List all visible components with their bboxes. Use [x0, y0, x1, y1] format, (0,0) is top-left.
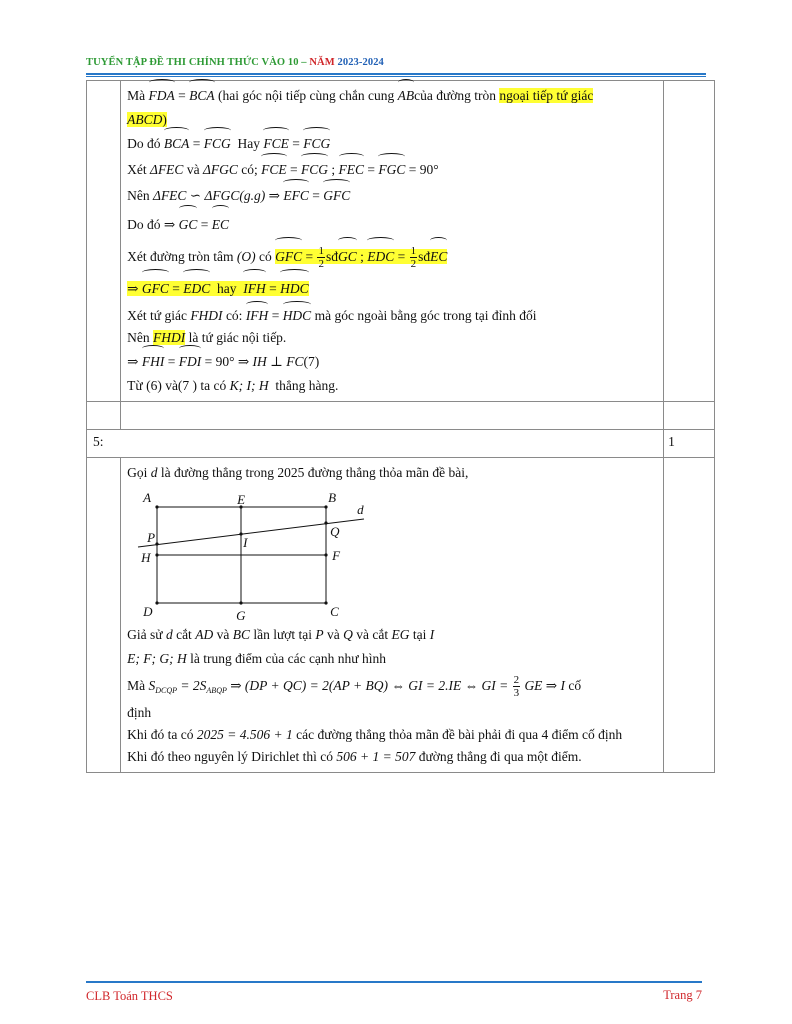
highlight: ngoại tiếp tứ giác: [499, 88, 594, 103]
label-b: B: [328, 490, 337, 505]
sol4-line-8: [127, 273, 657, 305]
header-part2: NĂM: [309, 57, 335, 68]
index-cell: [87, 81, 121, 402]
sol4-line-9: Xét tứ giác FHDI có: IFH = HDC mà góc ngoài bằng góc trong tại đỉnh đối: [127, 305, 657, 327]
question-5-content: [121, 458, 664, 773]
table-row: [87, 81, 715, 402]
table-row: [87, 458, 715, 773]
rectangle-figure: [131, 490, 391, 623]
footer-club: CLB Toán THCS: [86, 989, 173, 1003]
sol4-line-2: ABCD): [127, 112, 167, 127]
sol4-line-12: Từ (6) và(7 ) ta có K; I; H thẳng hàng.: [127, 378, 339, 393]
label-h: H: [141, 550, 151, 565]
label-f: F: [332, 548, 341, 563]
sol4-line-4: Xét ΔFEC và ΔFGC có; FCE = FCG ; FEC = FGC = 90°: [127, 157, 657, 183]
point-c: [325, 601, 328, 604]
label-e: E: [237, 492, 246, 507]
sol4-line-7: Xét đường tròn tâm (O) có GFC = $\frac{1}{2}$ sđGC ; EDC = $\frac{1}{2}$ sđEC: [127, 241, 657, 273]
score-cell: [664, 81, 715, 402]
figure-svg: [131, 490, 391, 620]
sol4-line-3: Do đó BCA = FCG Hay FCE = FCG: [127, 131, 657, 157]
sol4-line-5: Nên ΔFEC ∽ ΔFGC(g.g) ⇒ EFC = GFC: [127, 183, 657, 209]
header-rule-thin: [86, 76, 706, 77]
header-title: [86, 57, 384, 68]
label-d: D: [143, 604, 153, 619]
sol4-line-1: Mà FDA = BCA (hai góc nội tiếp cùng chắn cung ABcủa đường tròn ngoại tiếp tứ giác: [127, 83, 657, 109]
sol4-line-10: Nên FHDI là tứ giác nội tiếp.: [127, 330, 287, 345]
label-d-line: d: [357, 502, 364, 517]
point-p: [156, 542, 159, 545]
point-d: [156, 601, 159, 604]
q5-intro: Gọi d là đường thẳng trong 2025 đường thẳng thỏa mãn đề bài,: [127, 465, 469, 480]
point-a: [156, 505, 159, 508]
solution-table: [86, 80, 715, 773]
highlight: FHDI: [153, 330, 186, 345]
label-g: G: [236, 608, 246, 623]
footer-page-number: Trang 7: [663, 988, 702, 1002]
footer-rule: [86, 981, 702, 983]
question-5-score: 1: [664, 430, 715, 458]
point-h: [156, 553, 159, 556]
header-part1: TUYỂN TẬP ĐỀ THI CHÍNH THỨC VÀO 10 –: [86, 57, 307, 68]
q5-line-4: định: [127, 705, 152, 720]
header-part3: 2023-2024: [337, 57, 384, 68]
table-row: [87, 430, 715, 458]
label-q: Q: [330, 524, 340, 539]
q5-line-2: E; F; G; H là trung điểm của các cạnh như hình: [127, 651, 386, 666]
question-5-label: 5:: [87, 430, 664, 458]
q5-line-3: Mà $S_{DCQP} = 2S_{ABQP}$ ⇒ (DP + QC) = 2(AP + BQ) ⇔ GI = 2.IE ⇔ GI = $\frac{2}{3}$ GE ⇒ I cố: [127, 674, 582, 700]
q5-line-1: Giả sử d cắt AD và BC lần lượt tại P và Q và cắt EG tại I: [127, 627, 435, 642]
solution4-content: [121, 81, 664, 402]
sol4-line-11: ⇒ FHI = FDI = 90° ⇒ IH ⊥ FC(7): [127, 349, 657, 375]
label-c: C: [330, 604, 339, 619]
highlight: ⇒ GFC = EDC hay IFH = HDC: [127, 281, 308, 296]
sol4-line-6: Do đó ⇒ GC = EC: [127, 209, 657, 241]
point-g: [240, 601, 243, 604]
highlight: GFC = $\frac{1}{2}$ sđGC ; EDC = $\frac{1}{2}$ sđEC: [275, 249, 447, 264]
table-row: [87, 402, 715, 430]
header-rule: [86, 73, 706, 75]
label-a: A: [143, 490, 152, 505]
q5-line-6: Khi đó theo nguyên lý Dirichlet thì có 506 + 1 = 507 đường thẳng đi qua một điểm.: [127, 749, 582, 764]
point-f: [325, 553, 328, 556]
label-i: I: [243, 535, 248, 550]
point-q: [325, 521, 328, 524]
label-p: P: [147, 530, 156, 545]
q5-line-5: Khi đó ta có 2025 = 4.506 + 1 các đường thẳng thỏa mãn đề bài phải đi qua 4 điểm cố định: [127, 727, 623, 742]
